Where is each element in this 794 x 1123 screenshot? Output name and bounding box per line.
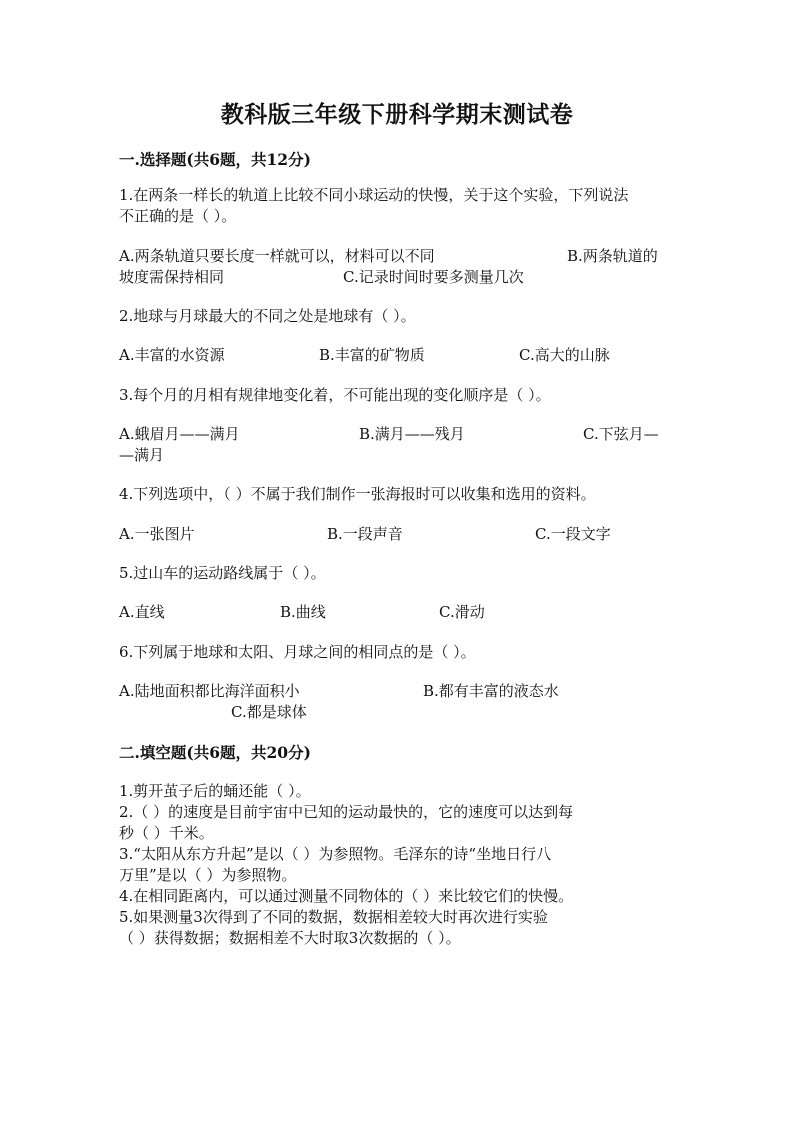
option-c: C.都是球体: [231, 703, 307, 721]
section-heading-fill-blank: 二.填空题(共6题，共20分): [119, 743, 311, 762]
option-a: A.陆地面积都比海洋面积小: [119, 682, 300, 700]
fill-blank-line: 2.（ ）的速度是目前宇宙中已知的运动最快的，它的速度可以达到每: [119, 803, 574, 821]
fill-blank-line: 3.“太阳从东方升起”是以（ ）为参照物。毛泽东的诗“坐地日行八: [119, 845, 552, 863]
option-a: A.两条轨道只要长度一样就可以，材料可以不同: [119, 247, 435, 265]
question-1-stem-line: 1.在两条一样长的轨道上比较不同小球运动的快慢，关于这个实验，下列说法: [119, 186, 629, 204]
option-c: C.滑动: [439, 603, 485, 621]
option-b-continued: 坡度需保持相同: [119, 268, 225, 286]
option-a: A.蛾眉月——满月: [119, 425, 240, 443]
question-1-options: [119, 246, 675, 290]
question-2-stem: 2.地球与月球最大的不同之处是地球有（ ）。: [119, 307, 416, 325]
option-b: B.都有丰富的液态水: [423, 682, 559, 700]
fill-blank-line: 5.如果测量3次得到了不同的数据，数据相差较大时再次进行实验: [119, 908, 548, 926]
option-a: A.丰富的水资源: [119, 346, 225, 364]
fill-blank-line: 4.在相同距离内，可以通过测量不同物体的（ ）来比较它们的快慢。: [119, 887, 574, 905]
option-c-continued: —满月: [119, 446, 165, 464]
question-3-stem: 3.每个月的月相有规律地变化着，不可能出现的变化顺序是（ ）。: [119, 386, 551, 404]
option-c: C.一段文字: [535, 525, 611, 543]
option-b: B.曲线: [280, 603, 326, 621]
option-c: C.下弦月—: [583, 425, 659, 443]
option-c: C.高大的山脉: [519, 346, 610, 364]
question-4-stem: 4.下列选项中，（ ）不属于我们制作一张海报时可以收集和选用的资料。: [119, 485, 596, 503]
option-c: C.记录时间时要多测量几次: [343, 268, 524, 286]
option-b: B.两条轨道的: [567, 247, 658, 265]
question-4-options: [119, 524, 675, 546]
option-a: A.直线: [119, 603, 165, 621]
question-2-options: [119, 345, 675, 367]
fill-blank-line: 秒（ ）千米。: [119, 824, 214, 842]
option-a: A.一张图片: [119, 525, 195, 543]
question-6-options: [119, 681, 675, 725]
question-1-stem-line: 不正确的是（ ）。: [119, 207, 237, 225]
option-b: B.丰富的矿物质: [319, 346, 425, 364]
option-b: B.满月——残月: [359, 425, 465, 443]
question-6-stem: 6.下列属于地球和太阳、月球之间的相同点的是（ ）。: [119, 643, 476, 661]
option-b: B.一段声音: [327, 525, 403, 543]
fill-blank-line: 万里”是以（ ）为参照物。: [119, 866, 297, 884]
page-title: 教科版三年级下册科学期末测试卷: [220, 101, 574, 128]
question-5-stem: 5.过山车的运动路线属于（ ）。: [119, 564, 326, 582]
section-heading-choice: 一.选择题(共6题，共12分): [119, 150, 311, 169]
question-5-options: [119, 602, 675, 624]
fill-blank-line: （ ）获得数据；数据相差不大时取3次数据的（ ）。: [119, 929, 461, 947]
question-1-stem: [119, 185, 675, 227]
fill-blank-line: 1.剪开茧子后的蛹还能（ ）。: [119, 782, 311, 800]
question-3-options: [119, 424, 675, 468]
